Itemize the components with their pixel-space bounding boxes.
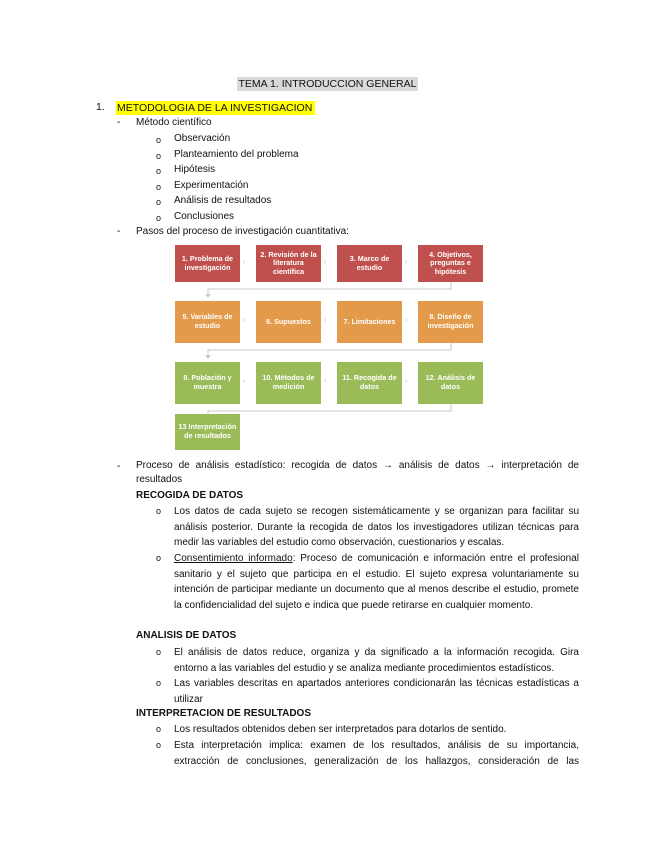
flow-step-11: 11. Recogida de datos [337, 362, 402, 404]
proceso-line1: Proceso de análisis estadístico: recogida de datos → análisis de datos → interpretación de [136, 460, 579, 471]
section-number: 1. [96, 101, 105, 113]
list-dash: - [117, 226, 121, 237]
metodo-item: Observación [174, 133, 231, 144]
recogida-heading: RECOGIDA DE DATOS [136, 490, 244, 501]
chevron-right-icon: › [405, 317, 408, 324]
chevron-right-icon: › [243, 258, 246, 266]
list-dash: - [117, 117, 121, 128]
chevron-right-icon: › [324, 317, 327, 324]
bullet-icon: o [156, 197, 162, 208]
bullet-icon: o [156, 647, 162, 657]
recogida-paragraph-2: Consentimiento informado: Proceso de comunicación e información entre el profesional sanitario y el sujeto que participa en el estudio. El sujeto expresa voluntariamente su intención de participar mediante un documento que al menos describe el estudio, promete la confidencialidad del sujeto e indica que puede retirarse en cualquier momento. [174, 553, 580, 611]
flow-step-7: 7. Limitaciones [337, 301, 402, 343]
bullet-icon: o [156, 166, 162, 177]
flow-step-3: 3. Marco de estudio [337, 245, 402, 282]
metodo-item: Conclusiones [174, 211, 235, 222]
flow-step-9: 9. Población y muestra [175, 362, 240, 404]
metodo-item: Planteamiento del problema [174, 148, 299, 160]
connector-row3-row4 [208, 404, 451, 418]
bullet-icon: o [156, 553, 162, 563]
metodo-item: Análisis de resultados [174, 195, 272, 207]
proceso-line2: resultados [136, 474, 183, 485]
bullet-icon: o [156, 740, 162, 750]
chevron-right-icon: › [324, 378, 327, 385]
flow-step-6: 6. Supuestos [256, 301, 321, 343]
bullet-icon: o [156, 724, 162, 734]
analisis-paragraph-1: El análisis de datos reduce, organiza y da significado a la información recogida. Gira entorno a las variables del estudio y se analiza mediante procedimientos estadísticos. [174, 647, 579, 674]
metodo-label: Método científico [136, 117, 212, 128]
consentimiento-term: Consentimiento informado [174, 553, 293, 564]
flow-step-12: 12. Análisis de datos [418, 362, 483, 404]
chevron-right-icon: › [324, 258, 327, 266]
analisis-paragraph-2: Las variables descritas en apartados anteriores condicionarán las técnicas estadísticas a utilizar [174, 678, 579, 705]
bullet-icon: o [156, 135, 162, 145]
flow-step-1: 1. Problema de investigación [175, 245, 240, 282]
bullet-icon: o [156, 150, 162, 161]
connector-row2-row3 [208, 343, 451, 357]
pasos-label: Pasos del proceso de investigación cuantitativa: [136, 226, 349, 237]
section-heading: METODOLOGIA DE LA INVESTIGACION [116, 101, 315, 115]
list-dash: - [117, 461, 121, 472]
chevron-right-icon: › [405, 258, 408, 266]
metodo-item: Experimentación [174, 179, 249, 191]
chevron-right-icon: › [405, 378, 408, 385]
flow-step-4: 4. Objetivos, preguntas e hipótesis [418, 245, 483, 282]
chevron-right-icon: › [243, 317, 246, 324]
chevron-right-icon: › [243, 378, 246, 385]
interpretacion-paragraph-2: Esta interpretación implica: examen de los resultados, análisis de su importancia, extracción de conclusiones, generalización de los hallazgos, consideración de las [174, 740, 579, 767]
flow-step-8: 8. Diseño de investigación [418, 301, 483, 343]
bullet-icon: o [156, 506, 162, 516]
arrowhead-icon [205, 355, 211, 359]
bullet-icon: o [156, 181, 162, 192]
interpretacion-paragraph-1: Los resultados obtenidos deben ser interpretados para dotarlos de sentido. [174, 724, 507, 735]
bullet-icon: o [156, 678, 162, 688]
arrowhead-icon [205, 294, 211, 298]
flow-step-10: 10. Métodos de medición [256, 362, 321, 404]
connector-row1-row2 [208, 282, 451, 296]
bullet-icon: o [156, 213, 162, 223]
recogida-paragraph-1: Los datos de cada sujeto se recogen sistemáticamente y se organizan para facilitar su análisis posterior. Durante la recogida de datos los investigadores utilizan técnicas para medir las variables del estudio como observación, cuestionarios y escalas. [174, 506, 579, 549]
flow-step-13: 13 Interpretación de resultados [175, 414, 240, 450]
interpretacion-heading: INTERPRETACION DE RESULTADOS [136, 708, 312, 719]
document-title: TEMA 1. INTRODUCCION GENERAL [238, 78, 417, 90]
flow-step-2: 2. Revisión de la literatura científica [256, 245, 321, 282]
analisis-heading: ANALISIS DE DATOS [136, 630, 237, 641]
metodo-item: Hipótesis [174, 164, 216, 176]
flow-step-5: 5. Variables de estudio [175, 301, 240, 343]
